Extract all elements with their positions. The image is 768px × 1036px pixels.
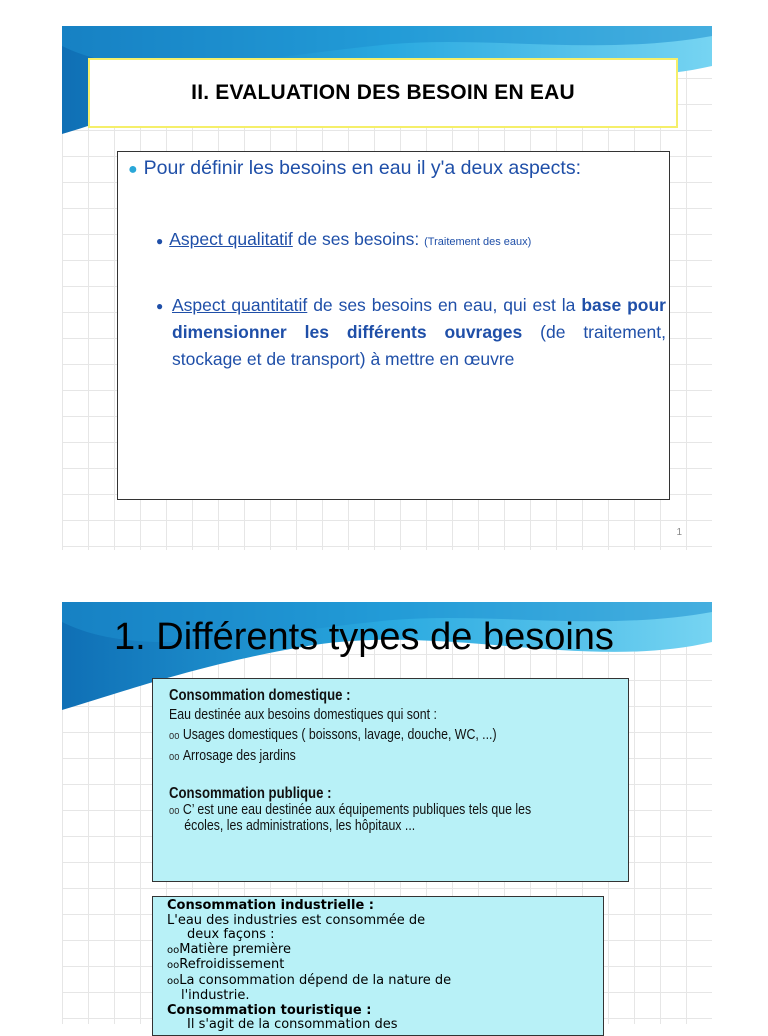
industrial-line: deux façons : (187, 927, 275, 942)
industrial-line: L'eau des industries est consommée de (167, 912, 426, 928)
industrial-item-cont: l'industrie. (181, 988, 250, 1003)
slide-title-box (88, 58, 678, 128)
bullet-oo-icon: oo (167, 960, 180, 971)
bullet-dot-icon: ● (156, 234, 164, 248)
public-item: oo C’ est une eau destinée aux équipements publiques tels que les (169, 802, 532, 818)
industrial-item: ooMatière première (167, 941, 291, 957)
public-heading: Consommation publique : (169, 785, 332, 802)
slide-1 (62, 26, 712, 550)
aspect-qualitative-note: (Traitement des eaux) (424, 236, 532, 248)
bullet-dot-icon: ● (156, 299, 164, 313)
aspect-quantitative-link[interactable]: Aspect quantitatif (172, 295, 308, 315)
bullet-dot-icon: ● (128, 161, 138, 178)
bullet-oo-icon: oo (167, 975, 180, 987)
domestic-heading: Consommation domestique : (169, 687, 351, 704)
industrial-tourism-box (152, 896, 604, 1036)
tourism-heading: Consommation touristique : (167, 1002, 372, 1018)
aspect-quantitative-text2: (de traitement, stockage et de transport) à mettre en œuvre (172, 322, 666, 369)
slide-2 (62, 602, 712, 1032)
bullet-oo-icon: oo (169, 730, 180, 742)
aspect-quantitative-bold: base pour dimensionner les différents ouvrages (172, 295, 666, 342)
tourism-line: Il s'agit de la consommation des (187, 1017, 398, 1032)
aspect-qualitative (156, 229, 531, 250)
slide-title: II. EVALUATION DES BESOIN EN EAU (191, 81, 575, 104)
spacer (169, 767, 552, 785)
bullet-oo-icon: oo (169, 805, 180, 817)
aspect-quantitative-text1: de ses besoins en eau, qui est la (307, 295, 582, 315)
industrial-item: ooLa consommation dépend de la nature de (167, 972, 452, 988)
page-number: 1 (676, 527, 682, 538)
domestic-item: oo Usages domestiques ( boissons, lavage, douche, WC, ...) (169, 727, 497, 743)
bullet-oo-icon: oo (167, 944, 180, 956)
intro-line (128, 157, 581, 180)
divider (118, 286, 669, 289)
slide-title: 1. Différents types de besoins (114, 616, 614, 658)
intro-text: Pour définir les besoins en eau il y'a deux aspects: (143, 157, 581, 179)
bullet-oo-icon: oo (169, 751, 180, 763)
aspect-quantitative (156, 292, 666, 373)
domestic-public-box (152, 678, 629, 882)
content-box (117, 151, 670, 500)
aspect-qualitative-text: de ses besoins: (292, 229, 425, 249)
domestic-line: Eau destinée aux besoins domestiques qui sont : (169, 707, 437, 723)
industrial-heading: Consommation industrielle : (167, 898, 375, 913)
industrial-item: ooRefroidissement (167, 957, 285, 972)
aspect-qualitative-link[interactable]: Aspect qualitatif (169, 229, 293, 249)
public-item-cont: écoles, les administrations, les hôpitaux ... (184, 818, 416, 834)
domestic-item: oo Arrosage des jardins (169, 748, 296, 764)
